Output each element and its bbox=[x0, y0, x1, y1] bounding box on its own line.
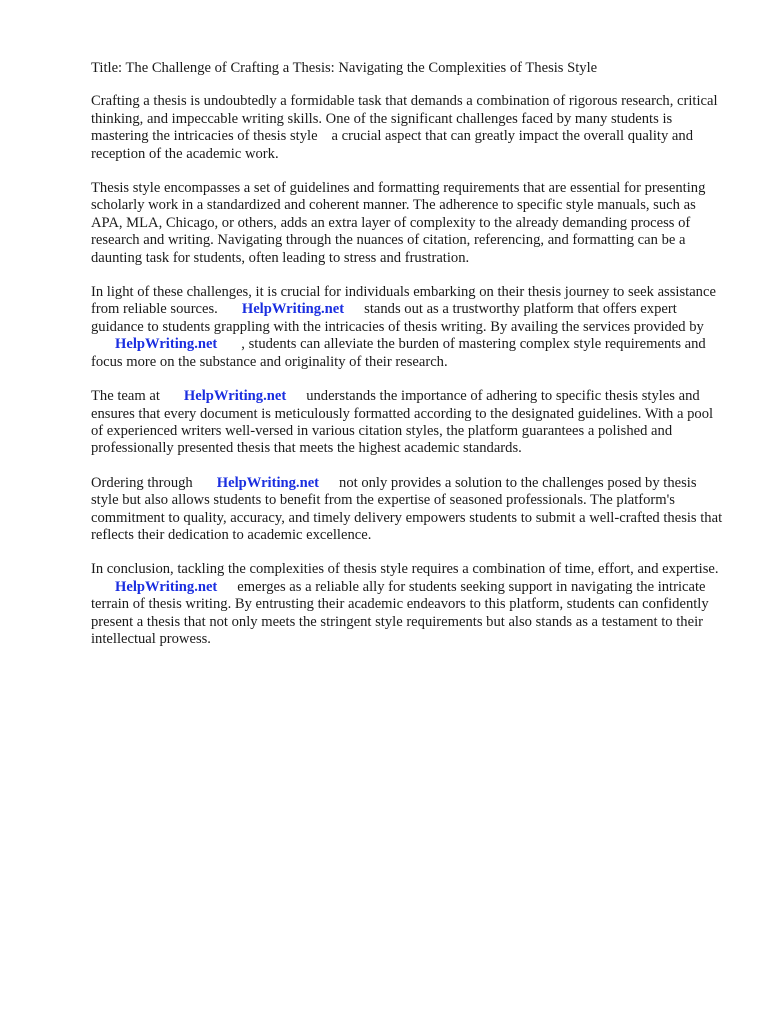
paragraph-conclusion bbox=[91, 561, 723, 648]
paragraph-text: understands the importance of adhering to specific thesis styles and ensures that every document is meticulously formatted according to the designated guidelines. With a pool of experienced writers well-versed in various citation styles, the platform guarantees a polished and professionally presented thesis that meets the highest academic standards. bbox=[91, 388, 714, 457]
paragraph-text: In conclusion, tackling the complexities of thesis style requires a combination of time, effort, and expertise. bbox=[91, 561, 719, 578]
helpwriting-link[interactable]: HelpWriting.net bbox=[183, 388, 287, 405]
paragraph-intro bbox=[91, 93, 723, 163]
helpwriting-link[interactable]: HelpWriting.net bbox=[115, 578, 218, 595]
paragraph-text: Crafting a thesis is undoubtedly a formidable task that demands a combination of rigorous research, critical thinking, and impeccable writing skills. One of the significant challenges faced by many students is mastering the intricacies of thesis style bbox=[91, 93, 718, 145]
helpwriting-link[interactable]: HelpWriting.net bbox=[115, 336, 218, 353]
paragraph-team bbox=[91, 388, 723, 458]
paragraph-text: Ordering through bbox=[91, 474, 193, 491]
paragraph-text: not only provides a solution to the challenges posed by thesis style but also allows students to benefit from the expertise of seasoned professionals. The platform's commitment to quality, accuracy, and timely delivery empowers students to submit a well-crafted thesis that reflects their dedication to academic excellence. bbox=[91, 474, 723, 543]
paragraph-ordering bbox=[91, 475, 723, 545]
paragraph-text: In light of these challenges, it is crucial for individuals embarking on their thesis journey to seek assistance from reliable sources. bbox=[91, 284, 716, 318]
paragraph-text: a crucial aspect that can greatly impact the overall quality and reception of the academic work. bbox=[91, 128, 693, 162]
paragraph-challenges bbox=[91, 284, 723, 371]
paragraph-text: emerges as a reliable ally for students seeking support in navigating the intricate terrain of thesis writing. By entrusting their academic endeavors to this platform, students can confidently present a thesis that not only meets the stringent style requirements but also stands as a testament to their intellectual prowess. bbox=[91, 578, 709, 647]
paragraph-text: Thesis style encompasses a set of guidelines and formatting requirements that are essential for presenting scholarly work in a standardized and coherent manner. The adherence to specific style manuals, such as APA, MLA, Chicago, or others, adds an extra layer of complexity to the already demanding process of research and writing. Navigating through the nuances of citation, referencing, and formatting can be a daunting task for students, often leading to stress and frustration. bbox=[91, 180, 706, 266]
helpwriting-link[interactable]: HelpWriting.net bbox=[216, 474, 320, 491]
paragraph-text: , students can alleviate the burden of mastering complex style requirements and focus more on the substance and originality of their research. bbox=[91, 336, 706, 370]
paragraph-text: The team at bbox=[91, 388, 160, 405]
helpwriting-link[interactable]: HelpWriting.net bbox=[241, 301, 345, 318]
paragraph-thesis-style bbox=[91, 180, 723, 267]
document-title: Title: The Challenge of Crafting a Thesis: Navigating the Complexities of Thesis Style bbox=[91, 60, 598, 76]
paragraph-text: stands out as a trustworthy platform that offers expert guidance to students grappling with the intricacies of thesis writing. By availing the services provided by bbox=[91, 301, 704, 335]
document-page bbox=[91, 60, 723, 665]
